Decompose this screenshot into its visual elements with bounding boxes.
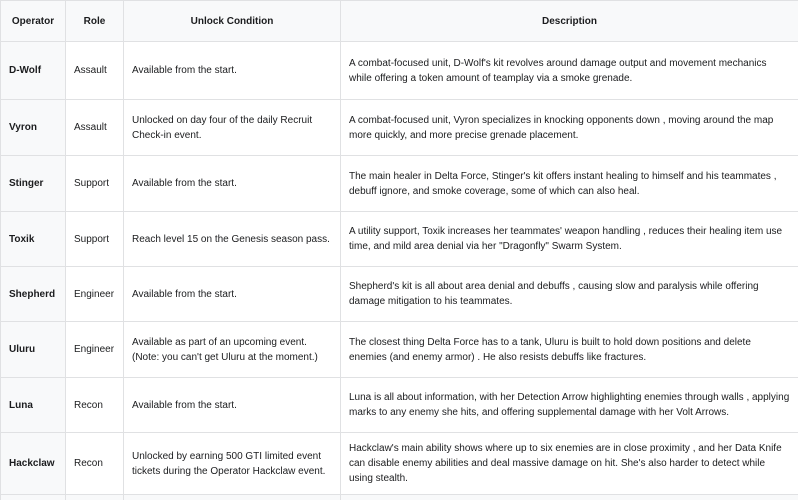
column-header-operator: Operator: [1, 1, 66, 42]
operator-name: Luna: [1, 378, 66, 433]
operator-role: Support: [66, 212, 124, 267]
table-row-luna: [1, 378, 798, 433]
operator-description: A combat-focused unit, Vyron specializes in knocking opponents down , moving around the map more quickly, and more precise grenade placement.: [341, 100, 798, 156]
operator-unlock-condition: Available from the start.: [124, 267, 341, 322]
operator-description: Luna is all about information, with her Detection Arrow highlighting enemies through walls , applying marks to any enemy she hits, and offering supplemental damage with her Volt Arrows.: [341, 378, 798, 433]
operator-role: Assault: [66, 42, 124, 100]
table-row-hackclaw: [1, 433, 798, 495]
table-row-vyron: [1, 100, 798, 156]
table-row-uluru: [1, 322, 798, 378]
operator-unlock-condition: Available from the start.: [124, 42, 341, 100]
cutoff-cell: [124, 495, 341, 500]
operator-description: A combat-focused unit, D-Wolf's kit revolves around damage output and movement mechanics while offering a token amount of teamplay via a smoke grenade.: [341, 42, 798, 100]
operator-description: Shepherd's kit is all about area denial and debuffs , causing slow and paralysis while offering damage mitigation to his teammates.: [341, 267, 798, 322]
cutoff-cell: [1, 495, 66, 500]
cutoff-next-row: [1, 495, 798, 500]
operator-role: Support: [66, 156, 124, 212]
operator-name: Hackclaw: [1, 433, 66, 495]
column-header-description: Description: [341, 1, 798, 42]
operator-description: Hackclaw's main ability shows where up to six enemies are in close proximity , and her Data Knife can disable enemy abilities and deal massive damage on hit. She's also harder to detect while using stealth.: [341, 433, 798, 495]
operator-unlock-condition: Unlocked by earning 500 GTI limited event tickets during the Operator Hackclaw event.: [124, 433, 341, 495]
operator-role: Engineer: [66, 322, 124, 378]
cutoff-cell: [66, 495, 124, 500]
operator-name: Uluru: [1, 322, 66, 378]
operator-unlock-condition: Available from the start.: [124, 156, 341, 212]
header-row: [1, 1, 798, 42]
operator-role: Recon: [66, 378, 124, 433]
table-row-dwolf: [1, 42, 798, 100]
operator-unlock-condition: Available as part of an upcoming event. (Note: you can't get Uluru at the moment.): [124, 322, 341, 378]
operator-role: Recon: [66, 433, 124, 495]
cutoff-cell: [341, 495, 798, 500]
operator-role: Assault: [66, 100, 124, 156]
operator-description: The main healer in Delta Force, Stinger's kit offers instant healing to himself and his teammates , debuff ignore, and smoke coverage, some of which can also heal.: [341, 156, 798, 212]
column-header-role: Role: [66, 1, 124, 42]
operator-role: Engineer: [66, 267, 124, 322]
operator-name: Shepherd: [1, 267, 66, 322]
operator-name: D-Wolf: [1, 42, 66, 100]
table-row-toxik: [1, 212, 798, 267]
operator-name: Vyron: [1, 100, 66, 156]
operator-description: The closest thing Delta Force has to a tank, Uluru is built to hold down positions and delete enemies (and enemy armor) . He also resists debuffs like fractures.: [341, 322, 798, 378]
operator-unlock-condition: Available from the start.: [124, 378, 341, 433]
operator-unlock-condition: Reach level 15 on the Genesis season pass.: [124, 212, 341, 267]
operator-name: Stinger: [1, 156, 66, 212]
table-row-stinger: [1, 156, 798, 212]
operator-name: Toxik: [1, 212, 66, 267]
column-header-unlock-condition: Unlock Condition: [124, 1, 341, 42]
table-row-shepherd: [1, 267, 798, 322]
operator-unlock-condition: Unlocked on day four of the daily Recruit Check-in event.: [124, 100, 341, 156]
operator-description: A utility support, Toxik increases her teammates' weapon handling , reduces their healing item use time, and mild area denial via her "Dragonfly" Swarm System.: [341, 212, 798, 267]
